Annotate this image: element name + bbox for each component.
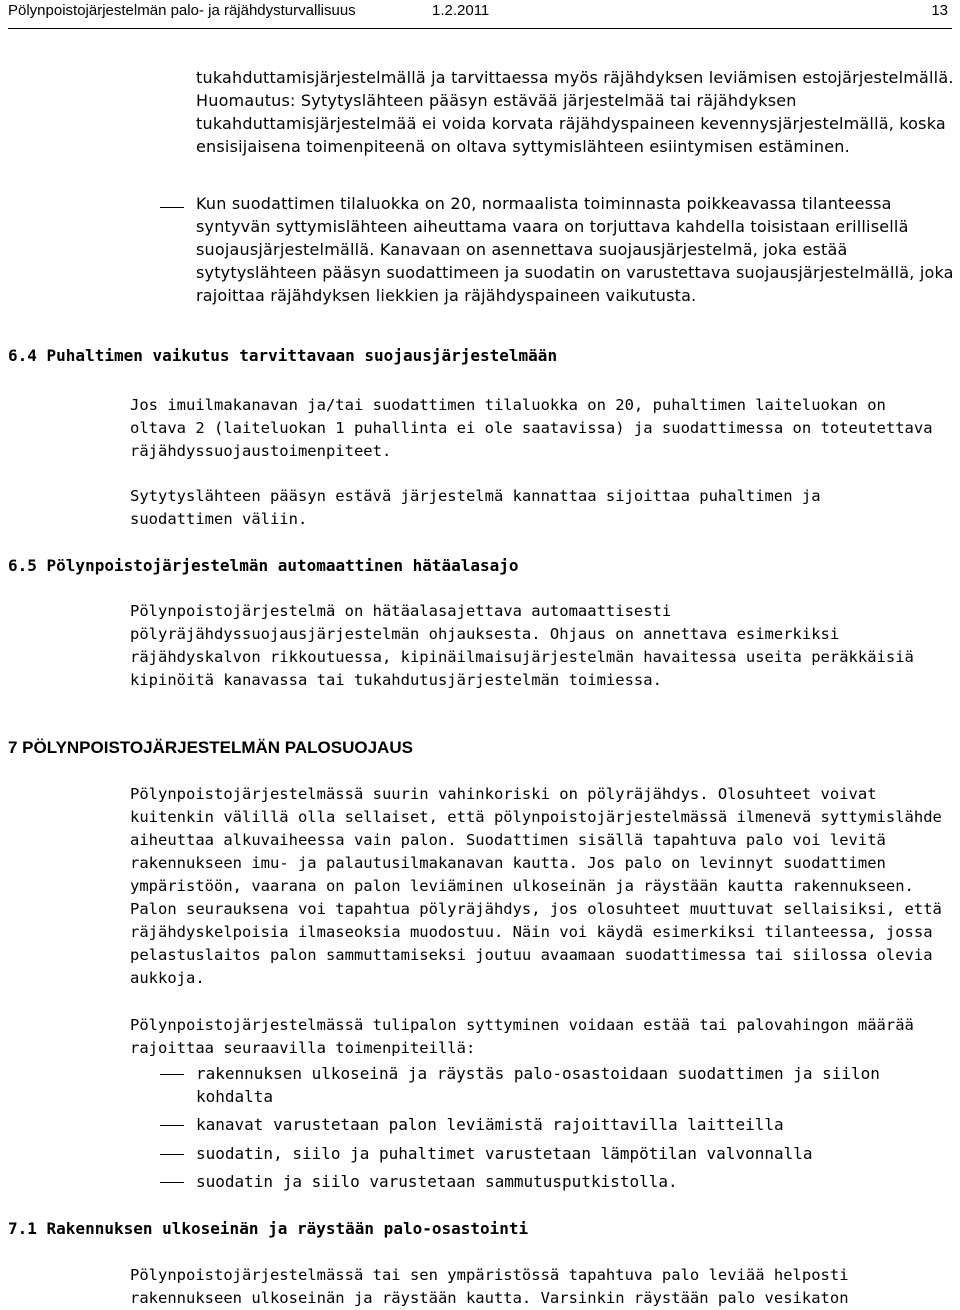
list-dash: [160, 1125, 184, 1126]
list-dash: [160, 1154, 184, 1155]
section-6-4-paragraph-2: Sytytyslähteen pääsyn estävä järjestelmä kannattaa sijoittaa puhaltimen ja suodattimen väliin.: [130, 487, 821, 528]
page-header: [8, 0, 952, 29]
list-item: suodatin ja siilo varustetaan sammutusputkistolla.: [196, 1172, 678, 1191]
document-date: 1.2.2011: [432, 2, 490, 19]
section-6-5-heading: 6.5 Pölynpoistojärjestelmän automaattinen hätäalasajo: [8, 556, 519, 575]
section-7-heading: 7 PÖLYNPOISTOJÄRJESTELMÄN PALOSUOJAUS: [8, 738, 413, 757]
list-dash: [160, 1074, 184, 1075]
section-6-4-paragraph-1: Jos imuilmakanavan ja/tai suodattimen tilaluokka on 20, puhaltimen laiteluokan on oltava 2 (laiteluokan 1 puhallinta ei ole saatavissa) ja suodattimessa on toteutettava räjähdyssuojaustoimenpiteet.: [130, 396, 933, 460]
page-number: 13: [931, 2, 948, 19]
section-6-5-paragraph: Pölynpoistojärjestelmä on hätäalasajettava automaattisesti pölyräjähdyssuojausjärjestelmän ohjauksesta. Ohjaus on annettava esimerkiksi räjähdyskalvon rikkoutuessa, kipinäilmaisujärjestelmän havaitessa useita peräkkäisiä kipinöitä kanavassa tai tukahdutusjärjestelmän toimiessa.: [130, 602, 914, 689]
section-7-1-heading: 7.1 Rakennuksen ulkoseinän ja räystään palo-osastointi: [8, 1219, 529, 1238]
intro-paragraph: tukahduttamisjärjestelmällä ja tarvittaessa myös räjähdyksen leviämisen estojärjestelmällä. Huomautus: Sytytyslähteen pääsyn estävää järjestelmää tai räjähdyksen tukahduttamisjärjestelmää ei voida korvata räjähdyspaineen kevennysjärjestelmällä, koska ensisijaisena toimenpiteenä on oltava syttymislähteen esiintymisen estäminen.: [196, 68, 954, 156]
section-7-paragraph-2: Pölynpoistojärjestelmässä tulipalon syttyminen voidaan estää tai palovahingon määrää rajoittaa seuraavilla toimenpiteillä:: [130, 1016, 914, 1057]
section-7-paragraph-1: Pölynpoistojärjestelmässä suurin vahinkoriski on pölyräjähdys. Olosuhteet voivat kuitenkin välillä olla sellaiset, että pölynpoistojärjestelmässä ilmenevä syttymislähde aiheuttaa alkuvaiheessa vain palon. Suodattimen sisällä tapahtuva palo voi levitä rakennukseen imu- ja palautusilmakanavan kautta. Jos palo on levinnyt suodattimen ympäristöön, vaarana on palon leviäminen ulkoseinän ja räystään kautta rakennukseen. Palon seurauksena voi tapahtua pölyräjähdys, jos olosuhteet muuttuvat sellaisiksi, että räjähdyskelpoisia ilmaseoksia muodostuu. Näin voi käydä esimerkiksi tilanteessa, jossa pelastuslaitos palon sammuttamiseksi joutuu avaamaan suodattimessa tai siilossa olevia aukkoja.: [130, 785, 942, 987]
document-title: Pölynpoistojärjestelmän palo- ja räjähdysturvallisuus: [8, 2, 356, 19]
list-item: rakennuksen ulkoseinä ja räystäs palo-osastoidaan suodattimen ja siilon kohdalta: [196, 1064, 880, 1106]
list-dash: [160, 1182, 184, 1183]
list-item: kanavat varustetaan palon leviämistä rajoittavilla laitteilla: [196, 1115, 784, 1134]
filter-bullet-text: Kun suodattimen tilaluokka on 20, normaalista toiminnasta poikkeavassa tilanteessa syntyvän syttymislähteen aiheuttama vaara on torjuttava kahdella toisistaan erillisellä suojausjärjestelmällä. Kanavaan on asennettava suojausjärjestelmä, joka estää sytytyslähteen pääsyn suodattimeen ja suodatin on varustettava suojausjärjestelmällä, joka rajoittaa räjähdyksen liekkien ja räjähdyspaineen vaikutusta.: [196, 194, 954, 305]
section-7-1-paragraph: Pölynpoistojärjestelmässä tai sen ympäristössä tapahtuva palo leviää helposti rakennukseen ulkoseinän ja räystään kautta. Varsinkin räystään palo vesikaton: [130, 1266, 849, 1307]
list-dash: [160, 207, 184, 208]
list-item: suodatin, siilo ja puhaltimet varustetaan lämpötilan valvonnalla: [196, 1144, 813, 1163]
section-6-4-heading: 6.4 Puhaltimen vaikutus tarvittavaan suojausjärjestelmään: [8, 346, 558, 365]
